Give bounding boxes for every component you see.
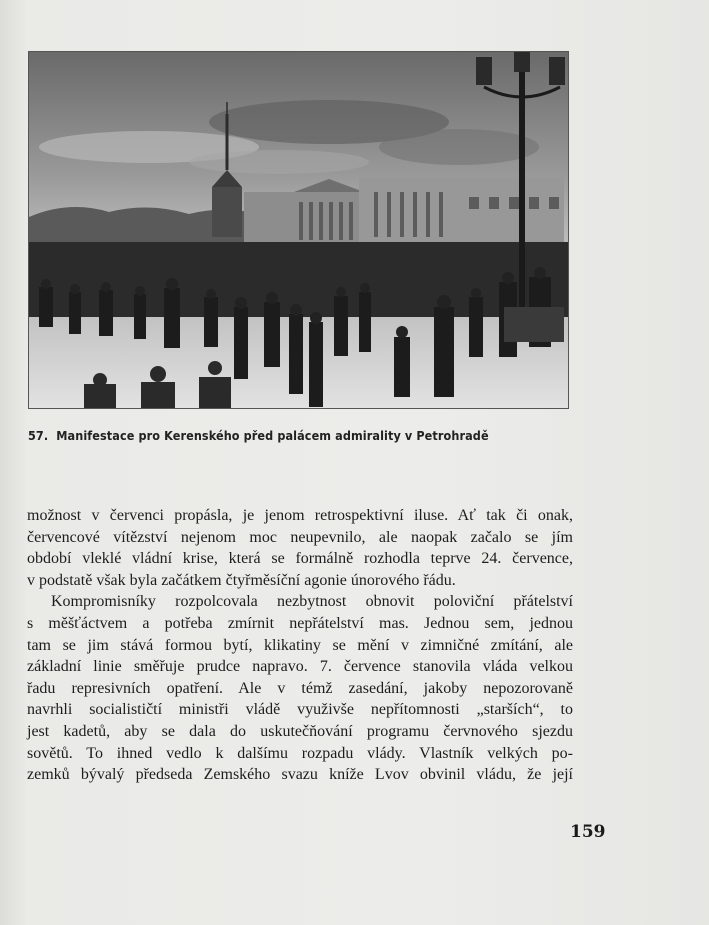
- text-line: jest kadetů, aby se dala do uskutečňování programu červnového sjezdu: [27, 722, 573, 740]
- text-line: červencové vítězství nejenom moc neupevnilo, ale naopak začalo se jím: [27, 528, 573, 546]
- page-number: 159: [570, 822, 606, 842]
- text-line: období vleklé vládní krise, která se formálně rozhodla teprve 24. července,: [27, 550, 573, 568]
- body-text: [27, 505, 573, 786]
- text-line: sovětů. To ihned vedlo k dalšímu rozpadu vlády. Vlastník velkých po-: [27, 744, 573, 762]
- paragraph: [27, 505, 573, 591]
- paragraph: [27, 591, 573, 785]
- text-line: tam se jim stává formou bytí, klikatiny se mění v zimničné zmítání, ale: [27, 636, 573, 654]
- text-line: zemků bývalý předseda Zemského svazu kníže Lvov obvinil vládu, že její: [27, 766, 573, 784]
- photograph-admiralty-demonstration: [28, 51, 569, 409]
- text-line: možnost v červenci propásla, je jenom retrospektivní iluse. Ať tak či onak,: [27, 507, 573, 524]
- text-line: v podstatě však byla začátkem čtyřměsíční agonie únorového řádu.: [27, 571, 456, 589]
- text-line: navrhli socialističtí ministři vládě využivše nepřítomnosti „starších“, to: [27, 701, 573, 719]
- text-line: Kompromisníky rozpolcovala nezbytnost obnovit poloviční přátelství: [51, 593, 573, 611]
- text-line: s měšťáctvem a potřeba zmírnit nepřátelství mas. Jednou sem, jednou: [27, 614, 573, 632]
- figure-caption-text: Manifestace pro Kerenského před palácem admirality v Petrohradě: [56, 428, 489, 443]
- text-line: řadu represivních opatření. Ale v témž zasedání, jakoby nepozorovaně: [27, 679, 573, 697]
- text-line: základní linie směřuje prudce napravo. 7. července stanovila vláda velkou: [27, 658, 573, 676]
- figure-number: 57.: [28, 428, 49, 443]
- figure-caption: [28, 428, 588, 443]
